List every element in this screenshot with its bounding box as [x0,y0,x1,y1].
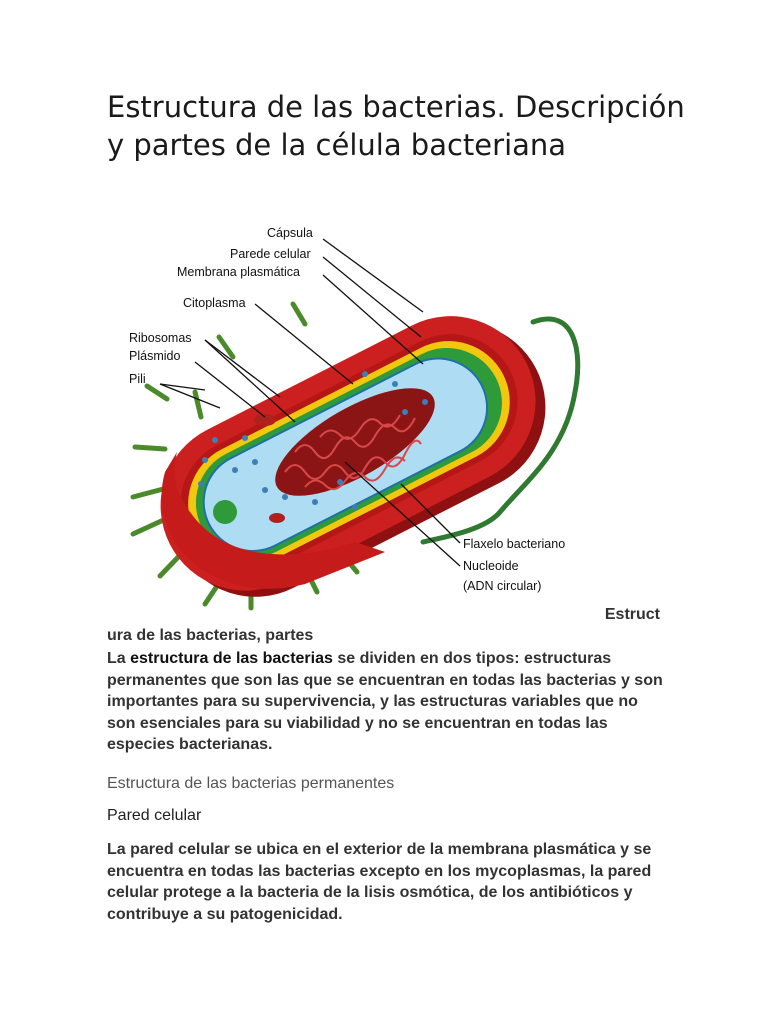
label-ribosomas: Ribosomas [129,331,192,345]
subsection-heading: Pared celular [107,807,202,824]
page-title: Estructura de las bacterias. Descripción y partes de la célula bacteriana [107,90,685,162]
label-adn: (ADN circular) [463,579,542,593]
pared-celular-paragraph: La pared celular se ubica en el exterior de la membrana plasmática y se encuentra en todas las bacterias excepto en los mycoplasmas, la pared celular protege a la bacteria de la lisis osmótica, de los antibióticos y contribuye a su patogenicidad. [107,841,652,923]
bacteria-illustration [105,212,585,612]
label-pili: Pili [129,372,146,386]
figure-caption-part1: Estruct [604,606,660,623]
figure-caption-part2: ura de las bacterias, partes [107,627,314,644]
label-parede-celular: Parede celular [230,247,311,261]
intro-rest: se dividen en dos tipos: estructuras permanentes que son las que se encuentran en todas las bacterias y son importantes para su supervivencia, y las estructuras variables que no son esenciales para su viabilidad y no se encuentran en todas las especies bacterianas. [107,650,663,753]
label-membrana: Membrana plasmática [177,265,300,279]
label-nucleoide: Nucleoide [463,559,519,573]
section-heading: Estructura de las bacterias permanentes [107,775,395,792]
label-citoplasma: Citoplasma [183,296,246,310]
intro-lead: La [107,650,131,667]
bacteria-diagram [105,212,585,612]
label-capsula: Cápsula [267,226,313,240]
intro-paragraph [107,648,667,756]
storage-granule [213,500,237,524]
label-flaxelo: Flaxelo bacteriano [463,537,566,551]
intro-bold-term: estructura de las bacterias [130,650,333,667]
label-plasmido: Plásmido [129,349,181,363]
